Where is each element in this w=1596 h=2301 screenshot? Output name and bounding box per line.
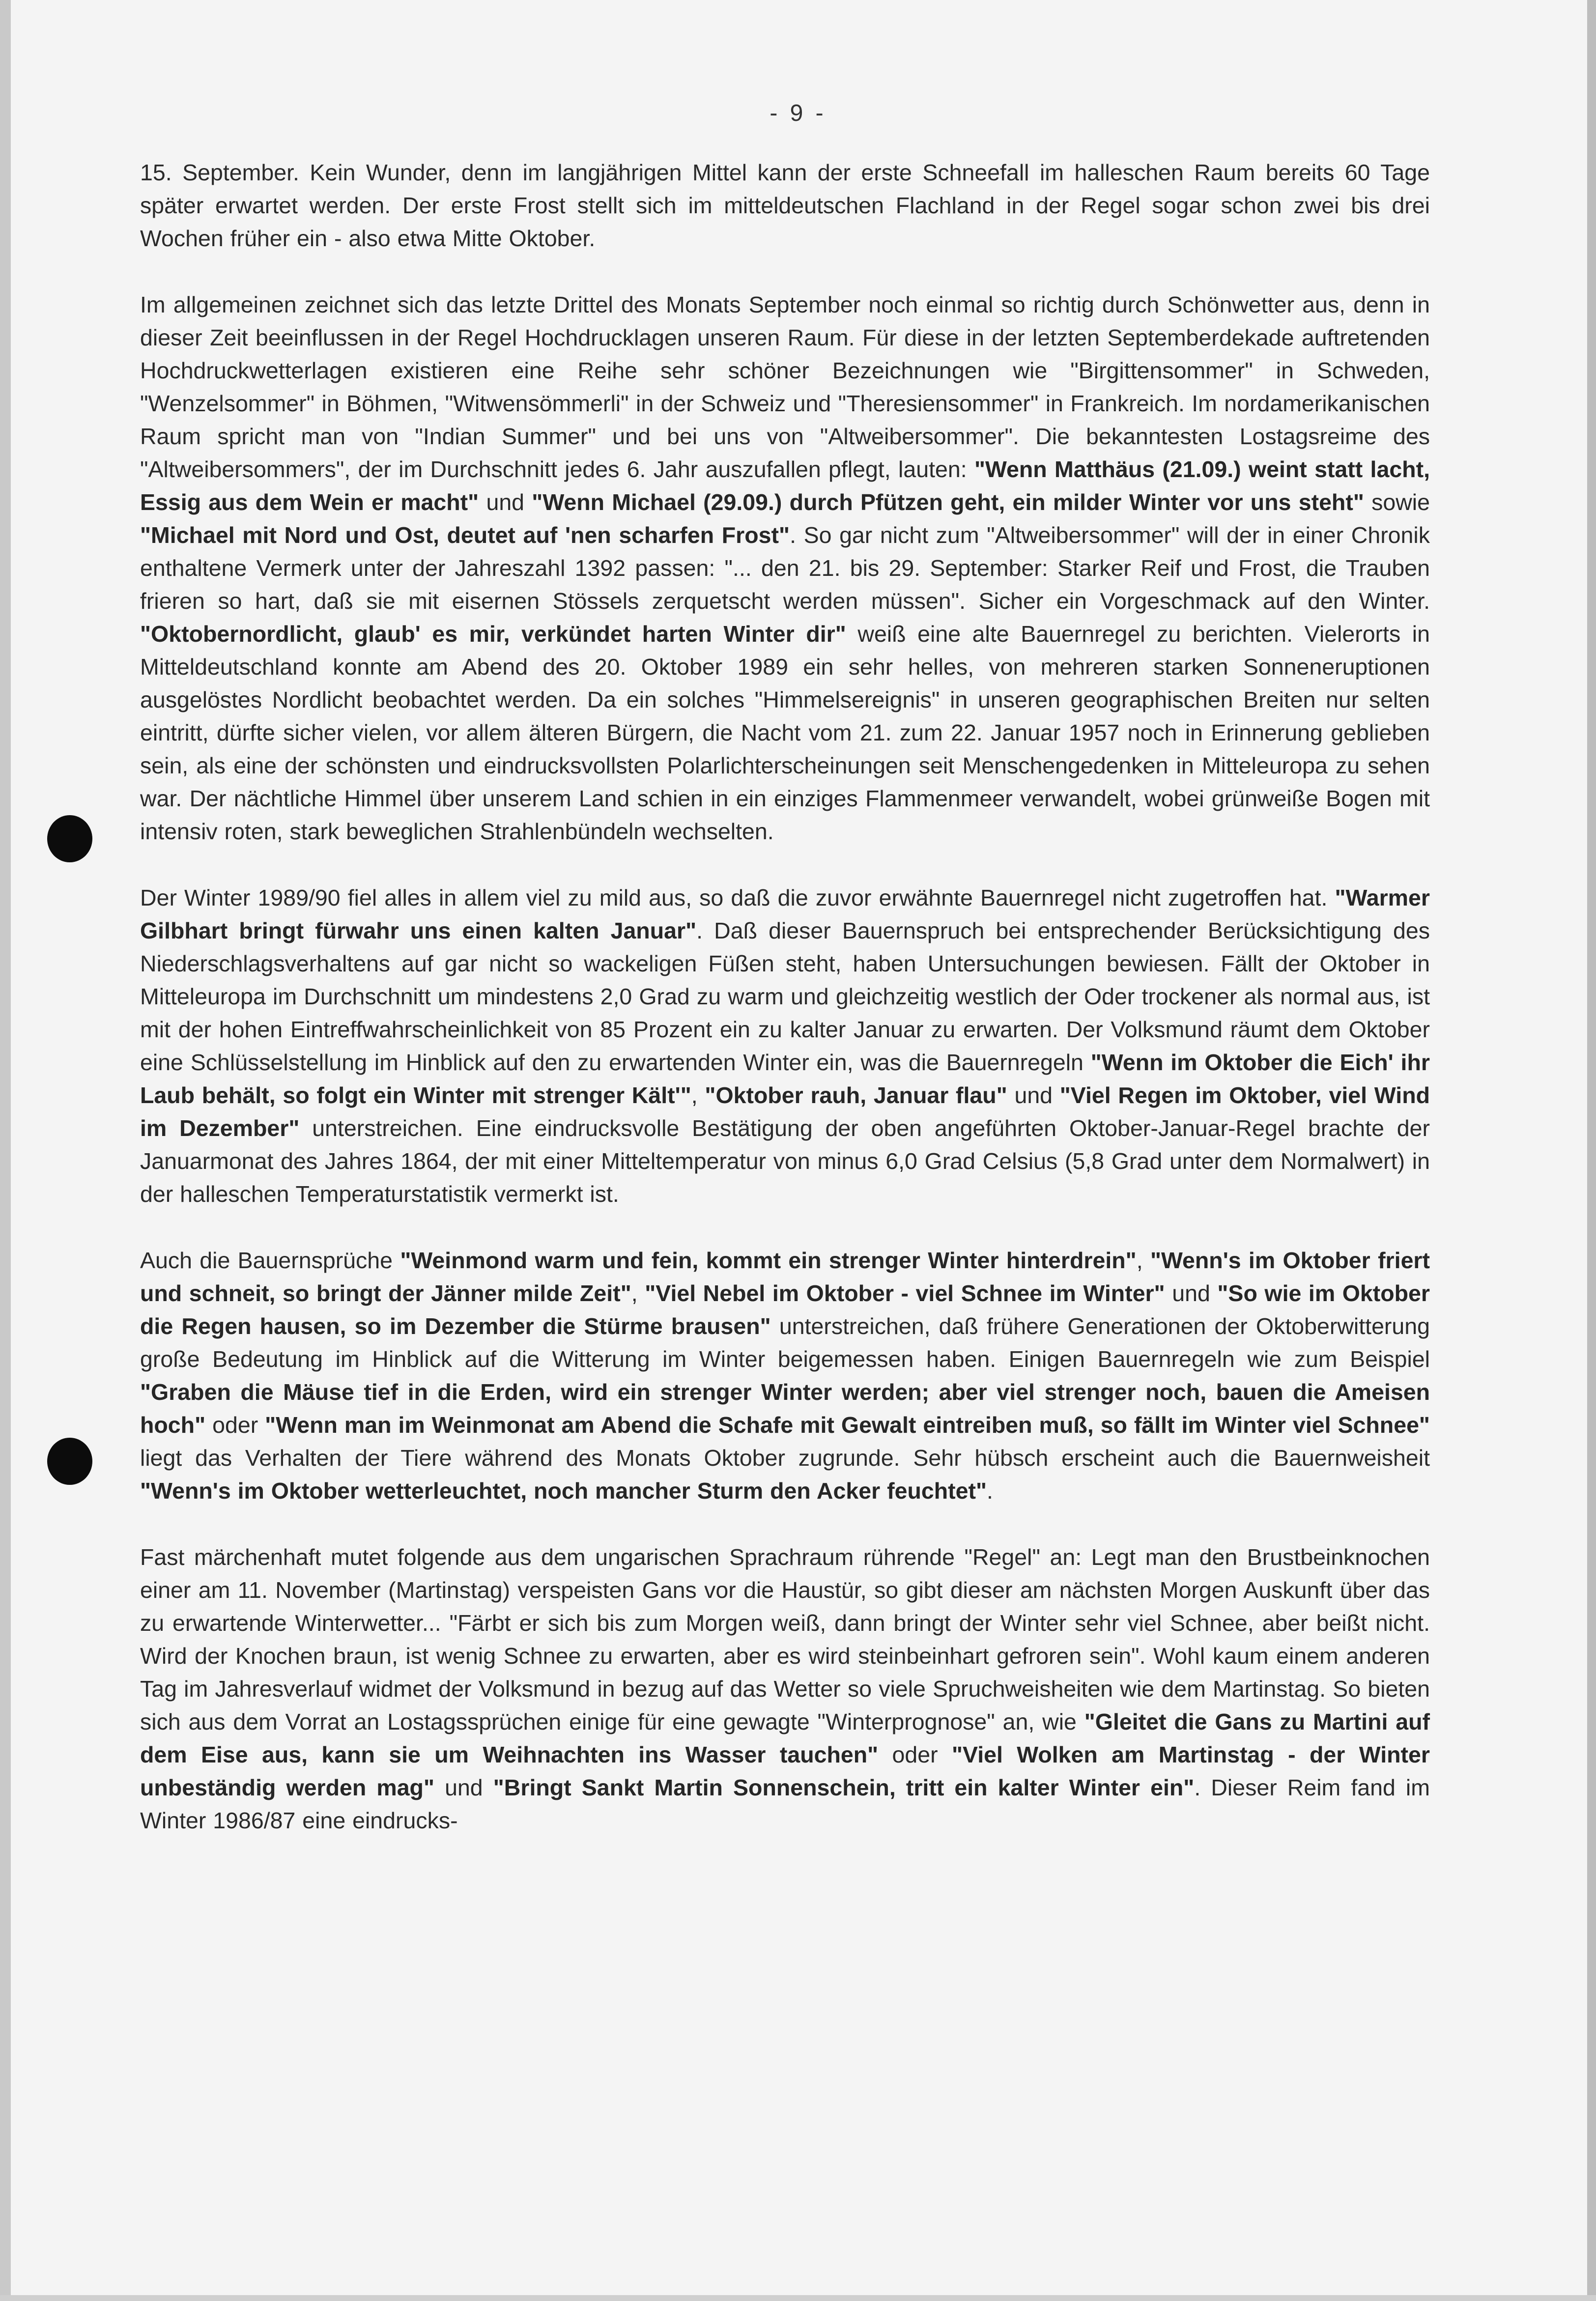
quoted-weather-rule: "Wenn Michael (29.09.) durch Pfützen geht, ein milder Winter vor uns steht": [532, 489, 1364, 515]
quoted-weather-rule: "Oktober rauh, Januar flau": [705, 1082, 1007, 1108]
text-run: . So gar nicht zum "Altweibersommer" will der in einer Chronik enthaltene Vermerk unter der Jahreszahl 1392 passen: "... den 21. bis 29. September: Starker Reif und Frost, die Trauben frieren so hart, daß sie mit eisernen Stössels zerquetscht werden müssen". Sicher ein Vorgeschmack auf den Winter.: [140, 522, 1430, 614]
quoted-weather-rule: "Bringt Sankt Martin Sonnenschein, tritt ein kalter Winter ein": [493, 1775, 1195, 1800]
text-run: sowie: [1364, 489, 1430, 515]
text-run: oder: [205, 1412, 265, 1438]
paragraph: [140, 881, 1430, 1211]
text-run: und: [434, 1775, 493, 1800]
quoted-weather-rule: "Wenn man im Weinmonat am Abend die Schafe mit Gewalt eintreiben muß, so fällt im Winter viel Schnee": [265, 1412, 1430, 1438]
text-run: und: [1007, 1082, 1060, 1108]
quoted-weather-rule: "Viel Nebel im Oktober - viel Schnee im Winter": [645, 1280, 1165, 1306]
paragraph: [140, 1244, 1430, 1507]
punch-hole: [47, 1438, 92, 1485]
document-body: [140, 156, 1430, 1837]
text-run: unterstreichen, daß frühere Generationen der Oktoberwitterung große Bedeutung im Hinblick auf die Witterung im Winter beigemessen haben. Einigen Bauernregeln wie zum Beispiel: [140, 1313, 1430, 1372]
text-run: 15. September. Kein Wunder, denn im langjährigen Mittel kann der erste Schneefall im halleschen Raum bereits 60 Tage später erwartet werden. Der erste Frost stellt sich im mitteldeutschen Flachland in der Regel sogar schon zwei bis drei Wochen früher ein - also etwa Mitte Oktober.: [140, 160, 1430, 251]
text-run: liegt das Verhalten der Tiere während des Monats Oktober zugrunde. Sehr hübsch erscheint auch die Bauernweisheit: [140, 1445, 1430, 1471]
scan-edge-bottom: [0, 2295, 1596, 2301]
text-run: Auch die Bauernsprüche: [140, 1248, 400, 1273]
text-run: ,: [691, 1082, 705, 1108]
text-run: .: [987, 1478, 993, 1504]
text-run: Fast märchenhaft mutet folgende aus dem ungarischen Sprachraum rührende "Regel" an: Legt man den Brustbeinknochen einer am 11. November (Martinstag) verspeisten Gans vor die Haustür, so gibt dieser am nächsten Morgen Auskunft über das zu erwartende Winterwetter... "Färbt er sich bis zum Morgen weiß, dann bringt der Winter sehr viel Schnee, aber beißt nicht. Wird der Knochen braun, ist wenig Schnee zu erwarten, aber es wird steinbeinhart gefroren sein". Wohl kaum einem anderen Tag im Jahresverlauf widmet der Volksmund in bezug auf das Wetter so viele Spruchweisheiten wie dem Martinstag. So bieten sich aus dem Vorrat an Lostagssprüchen einige für eine gewagte "Winterprognose" an, wie: [140, 1544, 1430, 1734]
text-run: oder: [878, 1742, 952, 1767]
text-run: und: [1165, 1280, 1218, 1306]
paragraph: [140, 156, 1430, 255]
paragraph: [140, 288, 1430, 848]
quoted-weather-rule: "Wenn's im Oktober friert und schneit, so bringt der Jänner milde Zeit": [140, 1248, 1430, 1306]
text-run: Im allgemeinen zeichnet sich das letzte Drittel des Monats September noch einmal so richtig durch Schönwetter aus, denn in dieser Zeit beeinflussen in der Regel Hochdrucklagen unseren Raum. Für diese in der letzten Septemberdekade auftretenden Hochdruckwetterlagen existieren eine Reihe sehr schöner Bezeichnungen wie "Birgittensommer" in Schweden, "Wenzelsommer" in Böhmen, "Witwensömmerli" in der Schweiz und "Theresiensommer" in Frankreich. Im nordamerikanischen Raum spricht man von "Indian Summer" und bei uns von "Altweibersommer". Die bekanntesten Lostagsreime des "Altweibersommers", der im Durchschnitt jedes 6. Jahr auszufallen pflegt, lauten:: [140, 292, 1430, 482]
text-run: . Dieser Reim fand im Winter 1986/87 eine eindrucks-: [140, 1775, 1430, 1833]
quoted-weather-rule: "Michael mit Nord und Ost, deutet auf 'nen scharfen Frost": [140, 522, 790, 548]
text-run: unterstreichen. Eine eindrucksvolle Bestätigung der oben angeführten Oktober-Januar-Regel brachte der Januarmonat des Jahres 1864, der mit einer Mitteltemperatur von minus 6,0 Grad Celsius (5,8 Grad unter dem Normalwert) in der halleschen Temperaturstatistik vermerkt ist.: [140, 1115, 1430, 1207]
quoted-weather-rule: "Gleitet die Gans zu Martini auf dem Eise aus, kann sie um Weihnachten ins Wasser tauchen": [140, 1709, 1430, 1767]
page-number: - 9 -: [770, 100, 826, 126]
quoted-weather-rule: "Weinmond warm und fein, kommt ein strenger Winter hinterdrein": [400, 1248, 1137, 1273]
quoted-weather-rule: "So wie im Oktober die Regen hausen, so im Dezember die Stürme brausen": [140, 1280, 1430, 1339]
paragraph: [140, 1541, 1430, 1837]
quoted-weather-rule: "Wenn im Oktober die Eich' ihr Laub behält, so folgt ein Winter mit strenger Kält'": [140, 1050, 1430, 1108]
quoted-weather-rule: "Wenn Matthäus (21.09.) weint statt lacht, Essig aus dem Wein er macht": [140, 456, 1430, 515]
text-run: . Daß dieser Bauernspruch bei entsprechender Berücksichtigung des Niederschlagsverhaltens auf gar nicht so wackeligen Füßen steht, haben Untersuchungen bewiesen. Fällt der Oktober in Mitteleuropa im Durchschnitt um mindestens 2,0 Grad zu warm und gleichzeitig westlich der Oder trockener als normal aus, ist mit der hohen Eintreffwahrscheinlichkeit von 85 Prozent ein zu kalter Januar zu erwarten. Der Volksmund räumt dem Oktober eine Schlüsselstellung im Hinblick auf den zu erwartenden Winter ein, was die Bauernregeln: [140, 918, 1430, 1075]
scan-edge-right: [1587, 0, 1596, 2301]
quoted-weather-rule: "Graben die Mäuse tief in die Erden, wird ein strenger Winter werden; aber viel strenger noch, bauen die Ameisen hoch": [140, 1379, 1430, 1438]
quoted-weather-rule: "Oktobernordlicht, glaub' es mir, verkündet harten Winter dir": [140, 621, 846, 647]
text-run: weiß eine alte Bauernregel zu berichten. Vielerorts in Mitteldeutschland konnte am Abend des 20. Oktober 1989 ein sehr helles, von mehreren starken Sonneneruptionen ausgelöstes Nordlicht beobachtet werden. Da ein solches "Himmelsereignis" in unseren geographischen Breiten nur selten eintritt, dürfte sicher vielen, vor allem älteren Bürgern, die Nacht vom 21. zum 22. Januar 1957 noch in Erinnerung geblieben sein, als eine der schönsten und eindrucksvollsten Polarlichterscheinungen seit Menschengedenken in Mitteleuropa zu sehen war. Der nächtliche Himmel über unserem Land schien in ein einziges Flammenmeer verwandelt, wobei grünweiße Bogen mit intensiv roten, stark beweglichen Strahlenbündeln wechselten.: [140, 621, 1430, 844]
punch-hole: [47, 815, 92, 862]
text-run: ,: [631, 1280, 645, 1306]
quoted-weather-rule: "Viel Regen im Oktober, viel Wind im Dezember": [140, 1082, 1430, 1141]
quoted-weather-rule: "Wenn's im Oktober wetterleuchtet, noch mancher Sturm den Acker feuchtet": [140, 1478, 987, 1504]
quoted-weather-rule: "Viel Wolken am Martinstag - der Winter unbeständig werden mag": [140, 1742, 1430, 1800]
text-run: Der Winter 1989/90 fiel alles in allem viel zu mild aus, so daß die zuvor erwähnte Bauernregel nicht zugetroffen hat.: [140, 885, 1335, 910]
quoted-weather-rule: "Warmer Gilbhart bringt fürwahr uns einen kalten Januar": [140, 885, 1430, 943]
text-run: und: [479, 489, 532, 515]
scan-edge-left: [0, 0, 11, 2301]
text-run: ,: [1136, 1248, 1150, 1273]
